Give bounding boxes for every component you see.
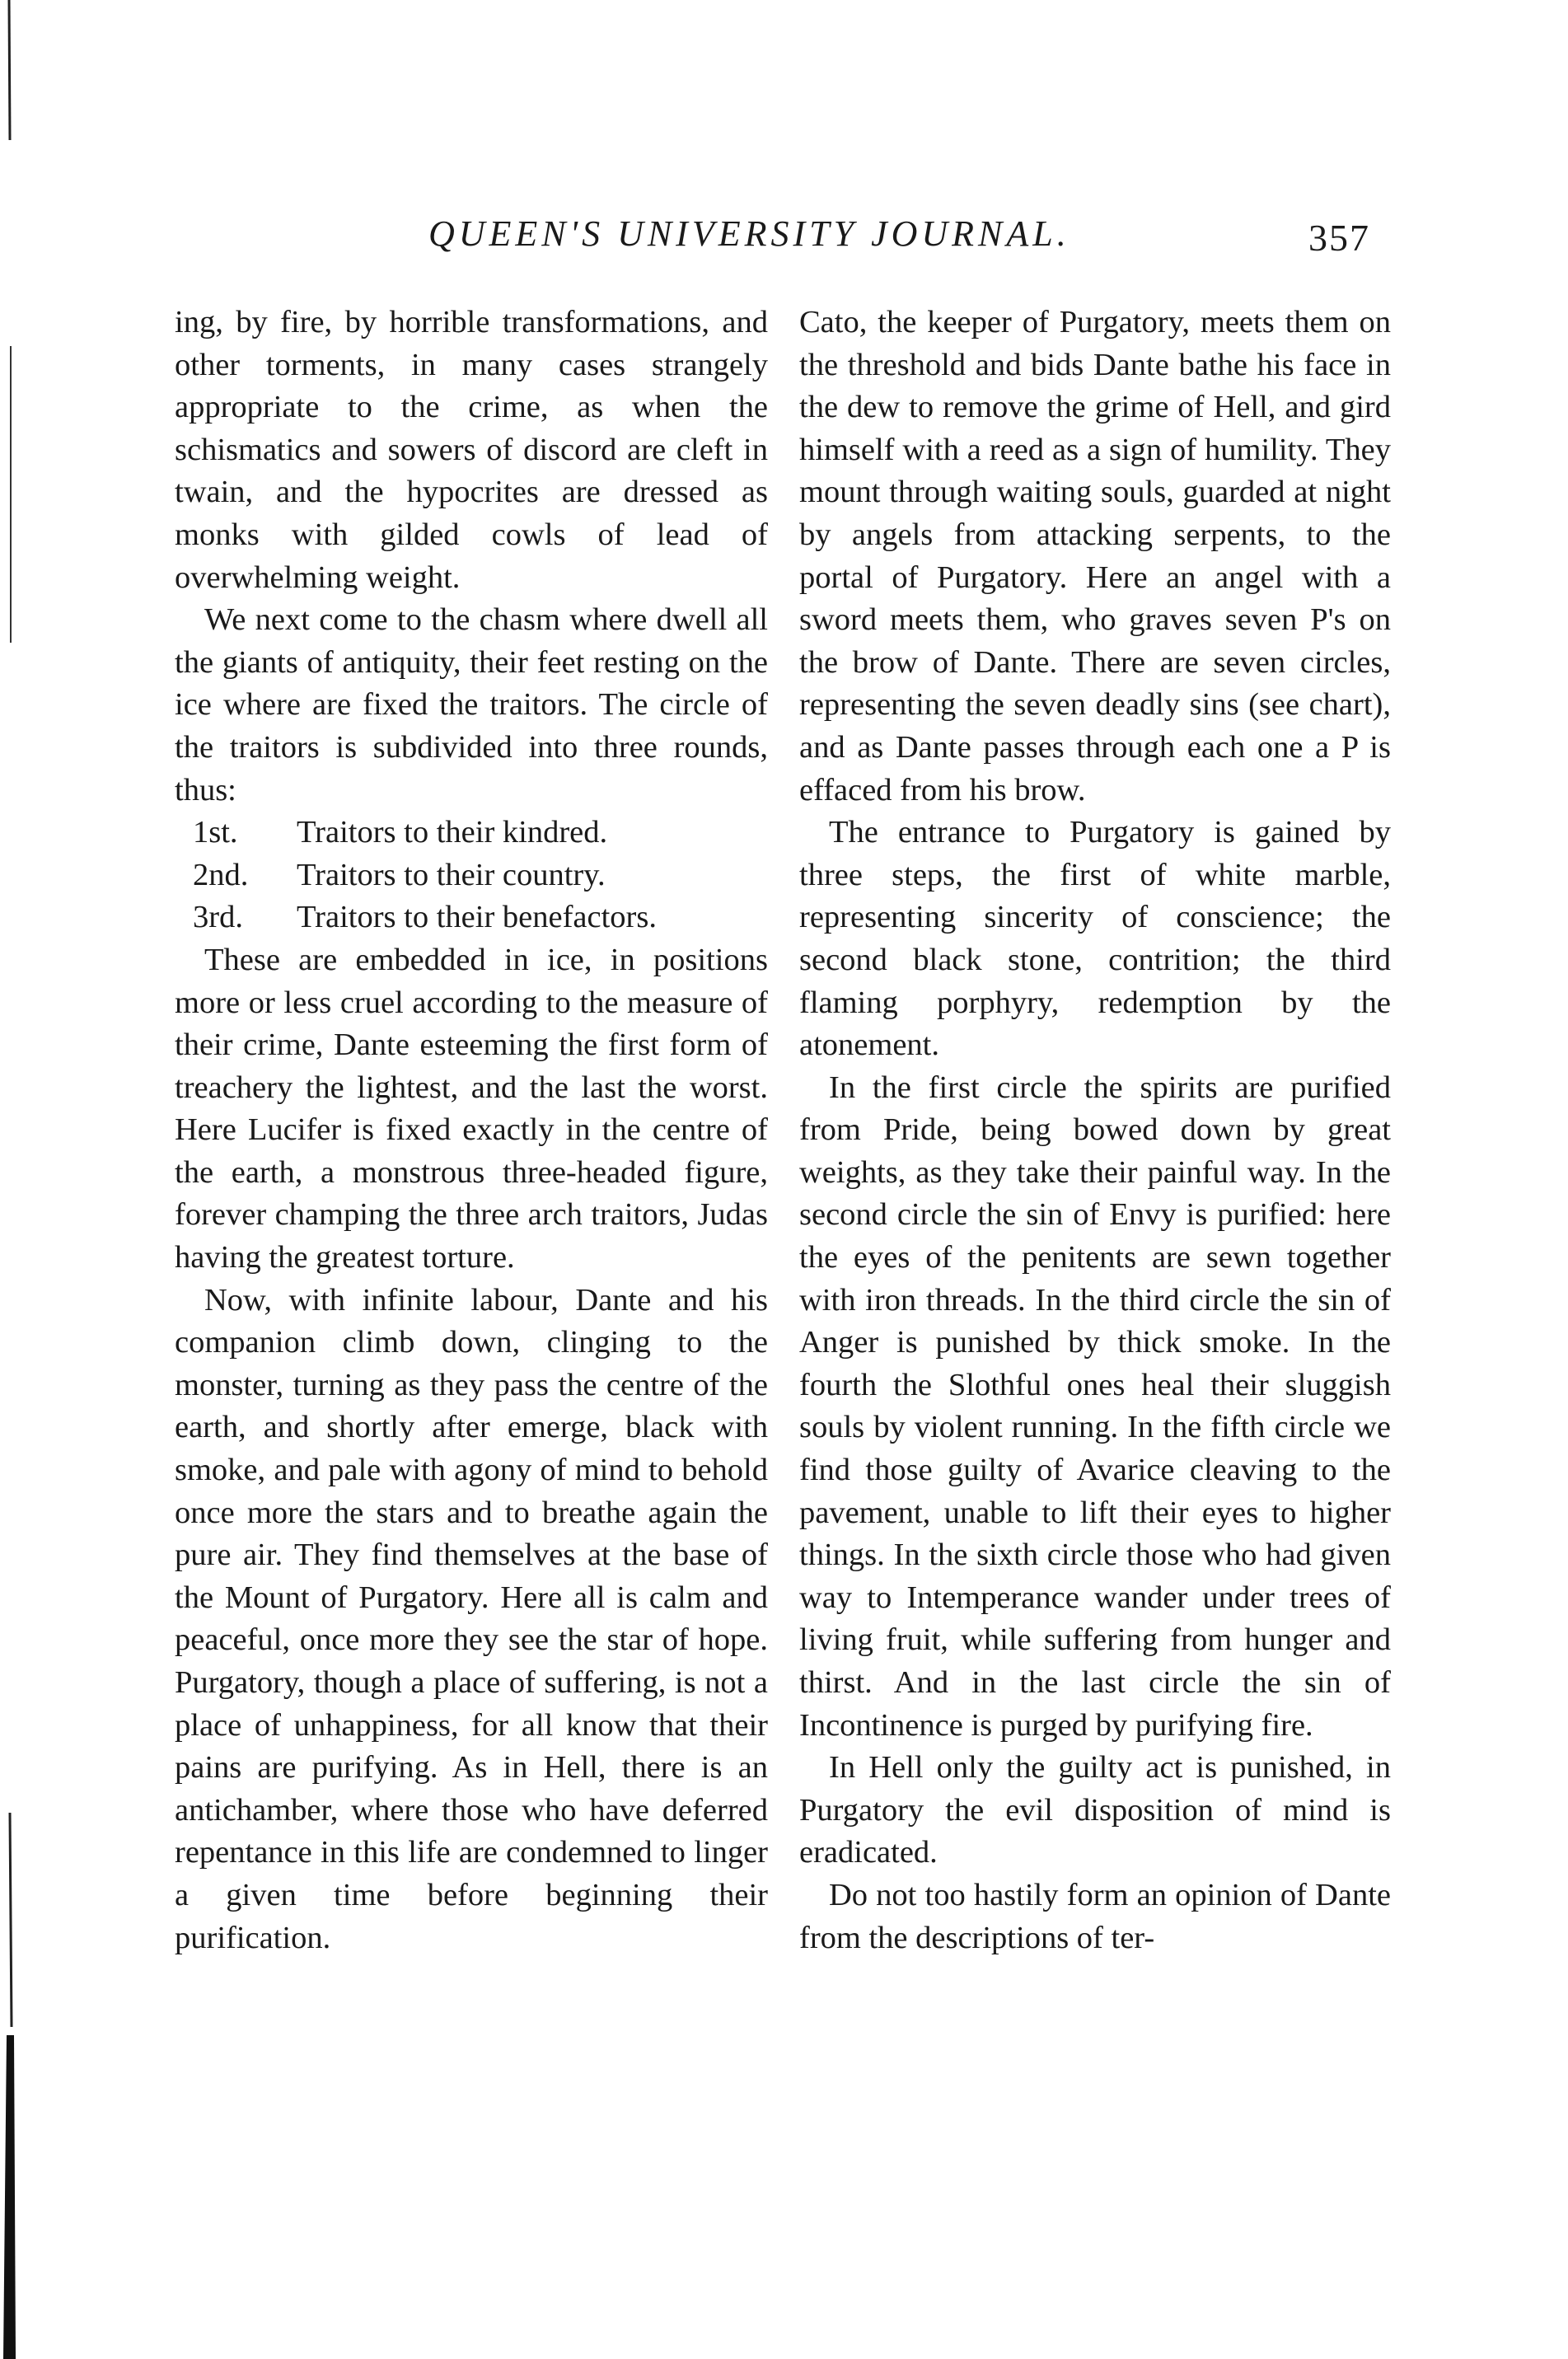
left-column (175, 302, 768, 1959)
list-text: Traitors to their benefactors. (297, 900, 657, 935)
list-item (175, 812, 768, 854)
traitors-list (175, 812, 768, 939)
list-item (175, 854, 768, 897)
list-text: Traitors to their kindred. (297, 815, 608, 850)
list-number: 3rd. (193, 900, 243, 935)
scanned-page-edge (0, 0, 25, 2359)
right-paragraph-2: The entrance to Purgatory is gained by three steps, the first of white marble, representing sincerity of conscience; the second black stone, contrition; the third flaming porphyry, redemption by the atonement. (799, 815, 1391, 1063)
list-number: 2nd. (193, 857, 249, 892)
right-paragraph-3: In the first circle the spirits are purified from Pride, being bowed down by great weights, as they take their painful way. In the second circle the sin of Envy is purified: here the eyes of the penitents are sewn together with iron threads. In the third circle the sin of Anger is punished by thick smoke. In the fourth the Slothful ones heal their sluggish souls by violent running. In the fifth circle we find those guilty of Avarice cleaving to the pavement, unable to lift their eyes to higher things. In the sixth circle those who had given way to Intemperance wander under trees of living fruit, while suffering from hunger and thirst. And in the last circle the sin of Incontinence is purged by purifying fire. (799, 1070, 1391, 1743)
running-title: QUEEN'S UNIVERSITY JOURNAL. (428, 213, 1070, 254)
left-paragraph-1: ing, by fire, by horrible transformations, and other torments, in many cases strangely appropriate to the crime, as when the schismatics and sowers of discord are cleft in twain, and the hypocrites are dressed as monks with gilded cowls of lead of overwhelming weight. (175, 305, 768, 595)
left-paragraph-3: These are embedded in ice, in positions more or less cruel according to the measure of their crime, Dante esteeming the first form of treachery the lightest, and the last the worst. Here Lucifer is fixed exactly in the centre of the earth, a monstrous three-headed figure, forever champing the three arch traitors, Judas having the greatest torture. (175, 942, 768, 1275)
right-paragraph-1: Cato, the keeper of Purgatory, meets them on the threshold and bids Dante bathe his face in the dew to remove the grime of Hell, and gird himself with a reed as a sign of humility. They mount through waiting souls, guarded at night by angels from attacking serpents, to the portal of Purgatory. Here an angel with a sword meets them, who graves seven P's on the brow of Dante. There are seven circles, representing the seven deadly sins (see chart), and as Dante passes through each one a P is effaced from his brow. (799, 305, 1391, 807)
right-paragraph-5: Do not too hastily form an opinion of Dante from the descriptions of ter- (799, 1877, 1391, 1955)
list-number: 1st. (193, 815, 238, 850)
left-paragraph-2: We next come to the chasm where dwell all the giants of antiquity, their feet resting on the ice where are fixed the traitors. The circle of the traitors is subdivided into three rounds, thus: (175, 602, 768, 807)
page-number: 357 (1308, 217, 1370, 259)
list-text: Traitors to their country. (297, 857, 606, 892)
right-paragraph-4: In Hell only the guilty act is punished, in Purgatory the evil disposition of mind is eradicated. (799, 1750, 1391, 1870)
left-paragraph-4: Now, with infinite labour, Dante and his companion climb down, clinging to the monster, turning as they pass the centre of the earth, and shortly after emerge, black with smoke, and pale with agony of mind to behold once more the stars and to breathe again the pure air. They find themselves at the base of the Mount of Purgatory. Here all is calm and peaceful, once more they see the star of hope. Purgatory, though a place of suffering, is not a place of unhappiness, for all know that their pains are purifying. As in Hell, there is an antichamber, where those who have deferred repentance in this life are condemned to linger a given time before beginning their purification. (175, 1282, 768, 1955)
right-column (799, 302, 1391, 1959)
list-item (175, 896, 768, 939)
